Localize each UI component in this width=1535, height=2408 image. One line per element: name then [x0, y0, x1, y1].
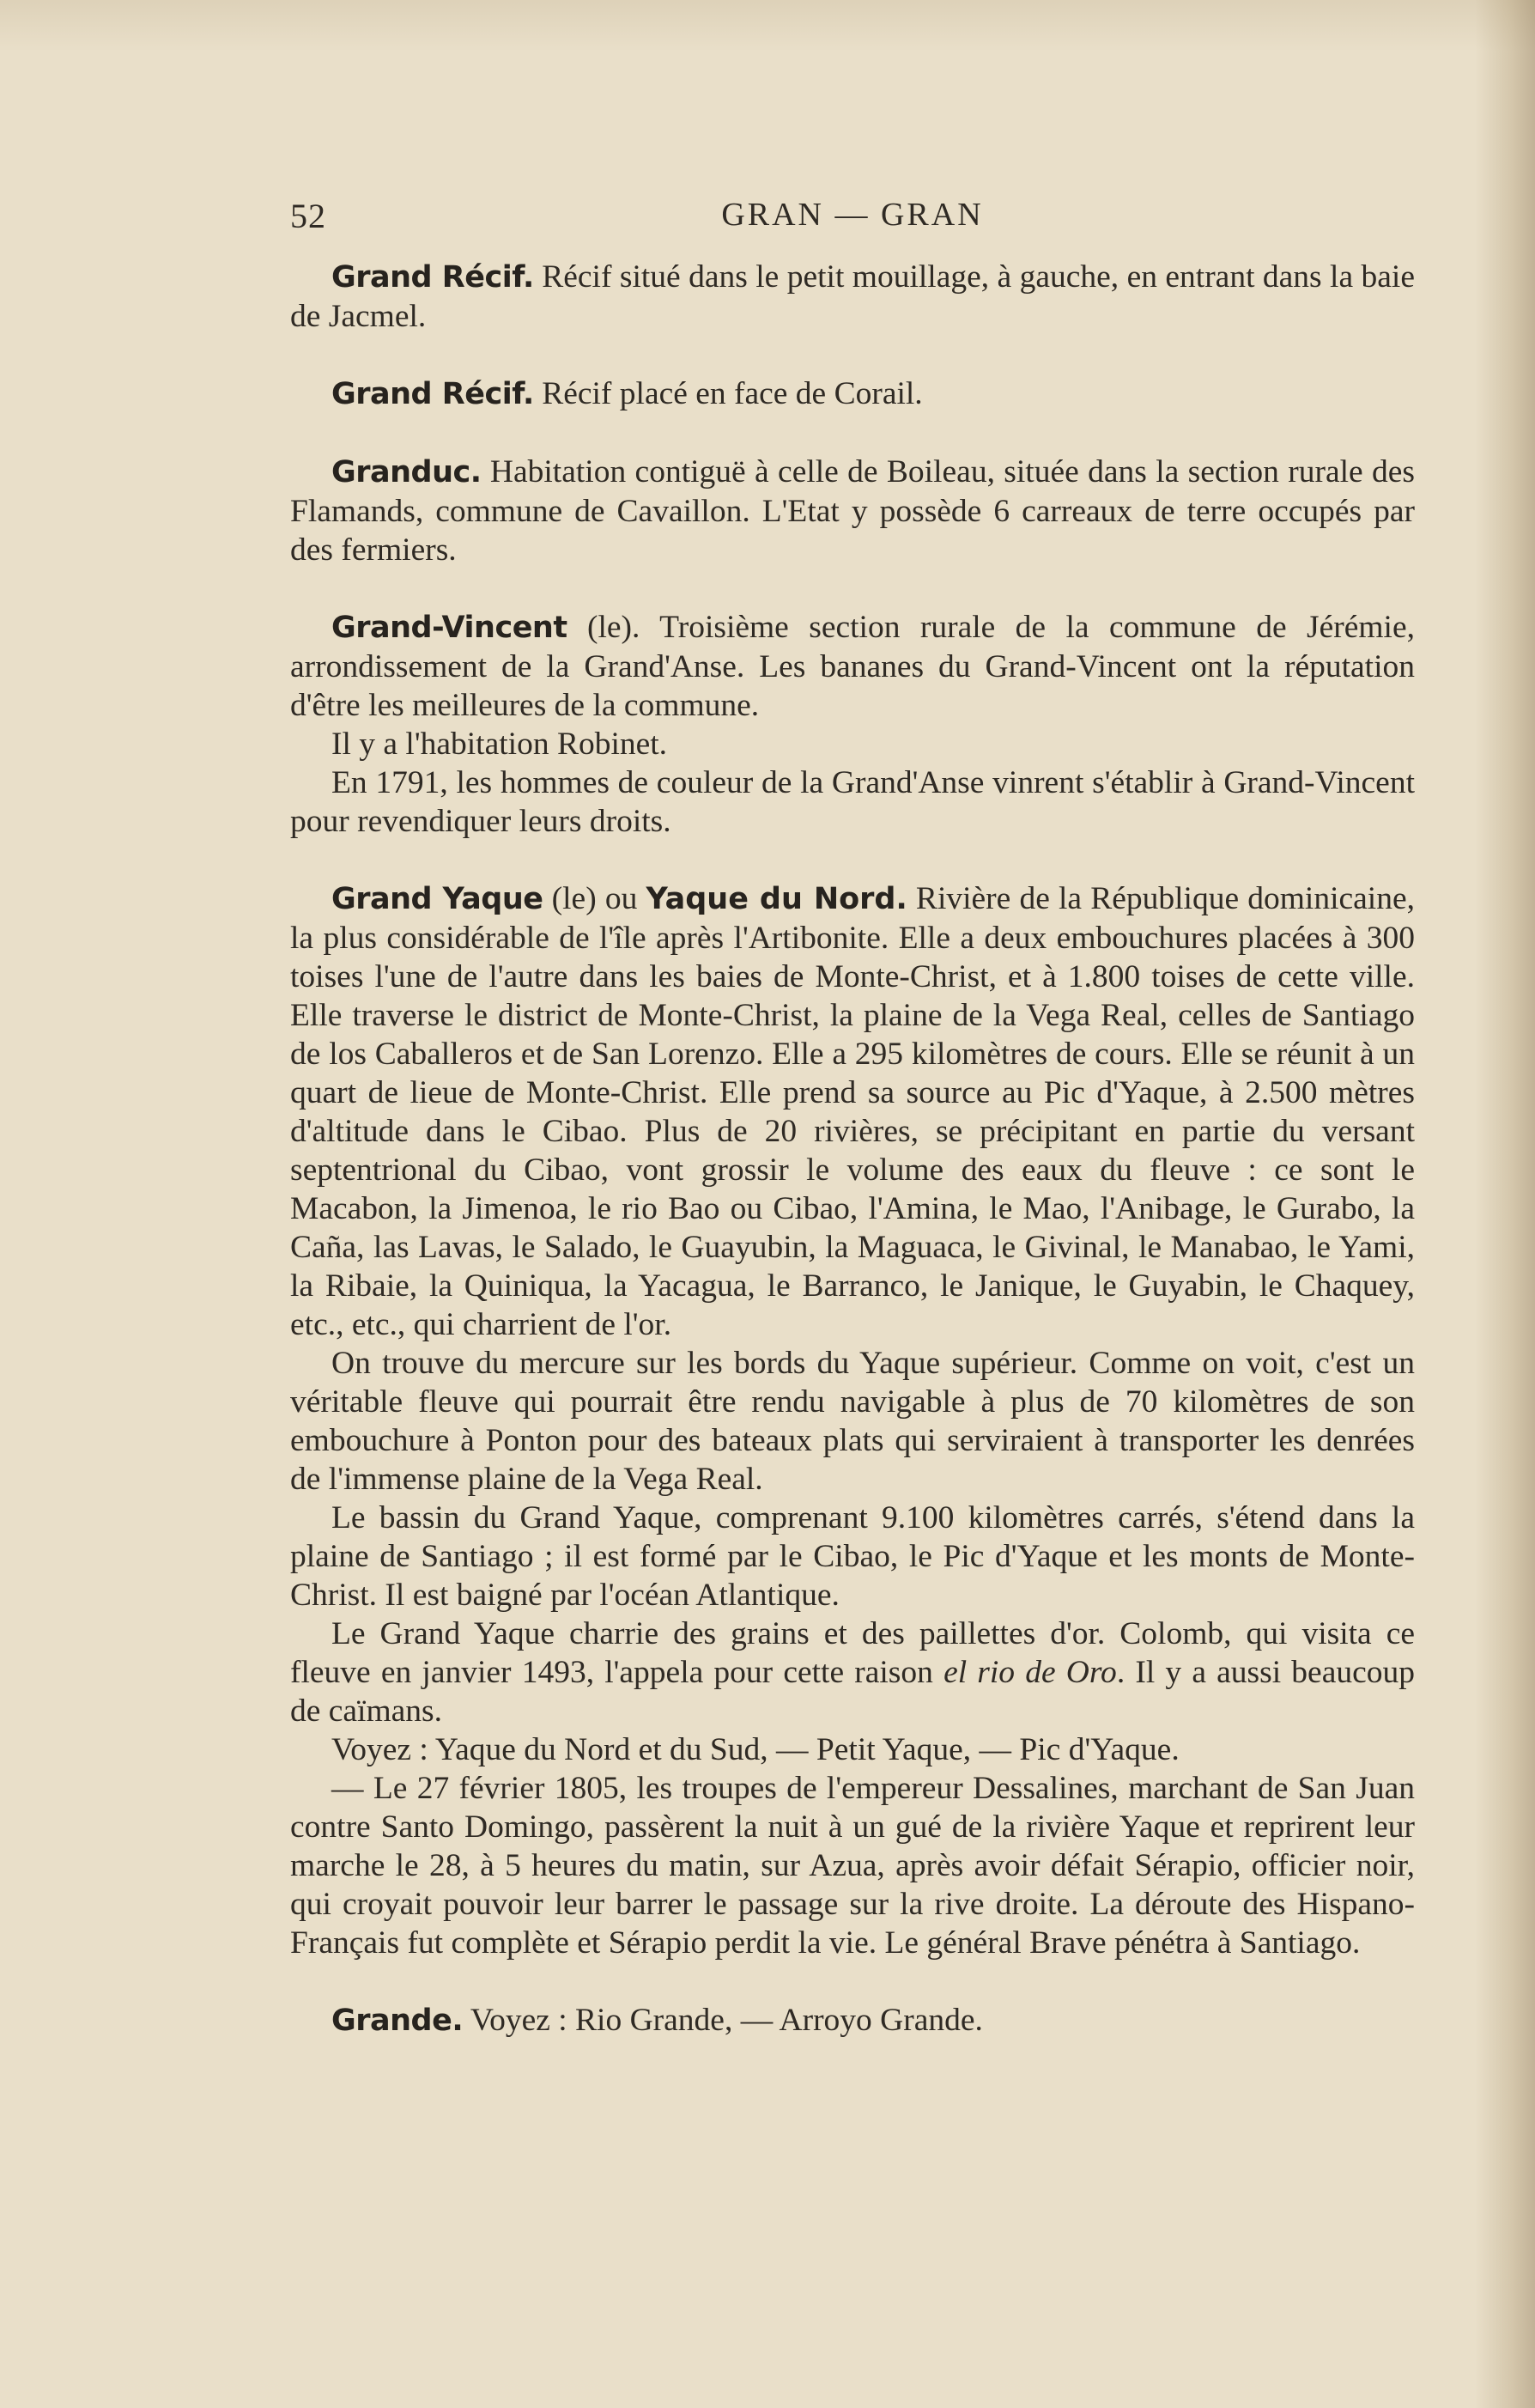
entry-headword: Grand Yaque [331, 882, 543, 916]
entry-grand-recif-corail [290, 374, 1415, 414]
entry-text: (le). Troisième section rurale de la commune de Jérémie, arrondissement de la Grand'Anse. Les bananes du Grand-Vincent ont la réputation d'être les meilleures de la commune. [290, 610, 1415, 723]
entry-text-connector: (le) ou [543, 881, 646, 916]
entry-paragraph: — Le 27 février 1805, les troupes de l'empereur Dessalines, marchant de San Juan contre Santo Domingo, passèrent la nuit à un gué de la rivière Yaque et reprirent leur marche le 28, à 5 heures du matin, sur Azua, après avoir défait Sérapio, officier noir, qui croyait pouvoir leur barrer le passage sur la rive droite. La déroute des Hispano-Français fut complète et Sérapio perdit la vie. Le général Brave pénétra à Santiago. [290, 1771, 1415, 1961]
entry-paragraph: On trouve du mercure sur les bords du Yaque supérieur. Comme on voit, c'est un véritable fleuve qui pourrait être rendu navigable à plus de 70 kilomètres de son embouchure à Ponton pour des bateaux plats qui serviraient à transporter les denrées de l'immense plaine de la Vega Real. [290, 1346, 1415, 1497]
entry-text: Récif situé dans le petit mouillage, à gauche, en entrant dans la baie de Jacmel. [290, 259, 1415, 334]
entry-paragraph: Le bassin du Grand Yaque, comprenant 9.100 kilomètres carrés, s'étend dans la plaine de Santiago ; il est formé par le Cibao, le Pic d'Yaque et les monts de Monte-Christ. Il est baigné par l'océan Atlantique. [290, 1500, 1415, 1613]
entry-text: Habitation contiguë à celle de Boileau, située dans la section rurale des Flamands, commune de Cavaillon. L'Etat y possède 6 carreaux de terre occupés par des fermiers. [290, 454, 1415, 568]
entry-text: Voyez : Rio Grande, — Arroyo Grande. [463, 2003, 983, 2038]
page-number: 52 [290, 197, 326, 235]
gold-text-before: Le Grand Yaque charrie des grains et des paillettes d'or. Colomb, qui visita ce fleuve en janvier 1493, l'appela pour cette raison [290, 1616, 1415, 1690]
running-head: GRAN — GRAN [721, 197, 984, 233]
entry-grande [290, 2001, 1415, 2040]
entry-paragraph: Il y a l'habitation Robinet. [331, 727, 668, 762]
entry-headword: Grande. [331, 2004, 464, 2038]
entry-headword: Grand Récif. [331, 377, 534, 411]
entry-paragraph: En 1791, les hommes de couleur de la Grand'Anse vinrent s'établir à Grand-Vincent pour revendiquer leurs droits. [290, 765, 1415, 839]
gold-text-after: . Il y a aussi beaucoup de caïmans. [290, 1655, 1415, 1729]
entry-text: Récif placé en face de Corail. [533, 376, 923, 411]
page-edge-shadow [1475, 0, 1535, 2408]
entry-headword: Granduc. [331, 455, 482, 490]
entry-headword-alt: Yaque du Nord. [646, 882, 907, 916]
entry-paragraph-gold [290, 1614, 1415, 1730]
entry-granduc [290, 453, 1415, 569]
entry-headword: Grand-Vincent [331, 611, 567, 645]
entry-grand-yaque [290, 879, 1415, 1962]
entry-grand-recif-jacmel [290, 258, 1415, 336]
entry-headword: Grand Récif. [331, 260, 534, 295]
gold-text-italic: el rio de Oro [943, 1655, 1117, 1690]
entry-grand-vincent [290, 608, 1415, 841]
entry-text: Rivière de la République dominicaine, la plus considérable de l'île après l'Artibonite. Elle a deux embouchures placées à 300 toises l'une de l'autre dans les baies de Monte-Christ, et à 1.800 toises de cette ville. Elle traverse le district de Monte-Christ, la plaine de la Vega Real, celles de Santiago de los Caballeros et de San Lorenzo. Elle a 295 kilomètres de cours. Elle se réunit à un quart de lieue de Monte-Christ. Elle prend sa source au Pic d'Yaque, à 2.500 mètres d'altitude dans le Cibao. Plus de 20 rivières, se précipitant en partie du versant septentrional du Cibao, vont grossir le volume des eaux du fleuve : ce sont le Macabon, la Jimenoa, le rio Bao ou Cibao, l'Amina, le Mao, l'Anibage, le Gurabo, la Caña, las Lavas, le Salado, le Guayubin, la Maguaca, le Givinal, le Manabao, le Yami, la Ribaie, la Quiniqua, la Yacagua, le Barranco, le Janique, le Guyabin, le Chaquey, etc., etc., qui charrient de l'or. [290, 881, 1415, 1342]
dictionary-content [290, 258, 1415, 2079]
page-header [290, 196, 1415, 247]
page-top-shadow [0, 0, 1535, 52]
entry-paragraph: Voyez : Yaque du Nord et du Sud, — Petit Yaque, — Pic d'Yaque. [331, 1732, 1180, 1767]
